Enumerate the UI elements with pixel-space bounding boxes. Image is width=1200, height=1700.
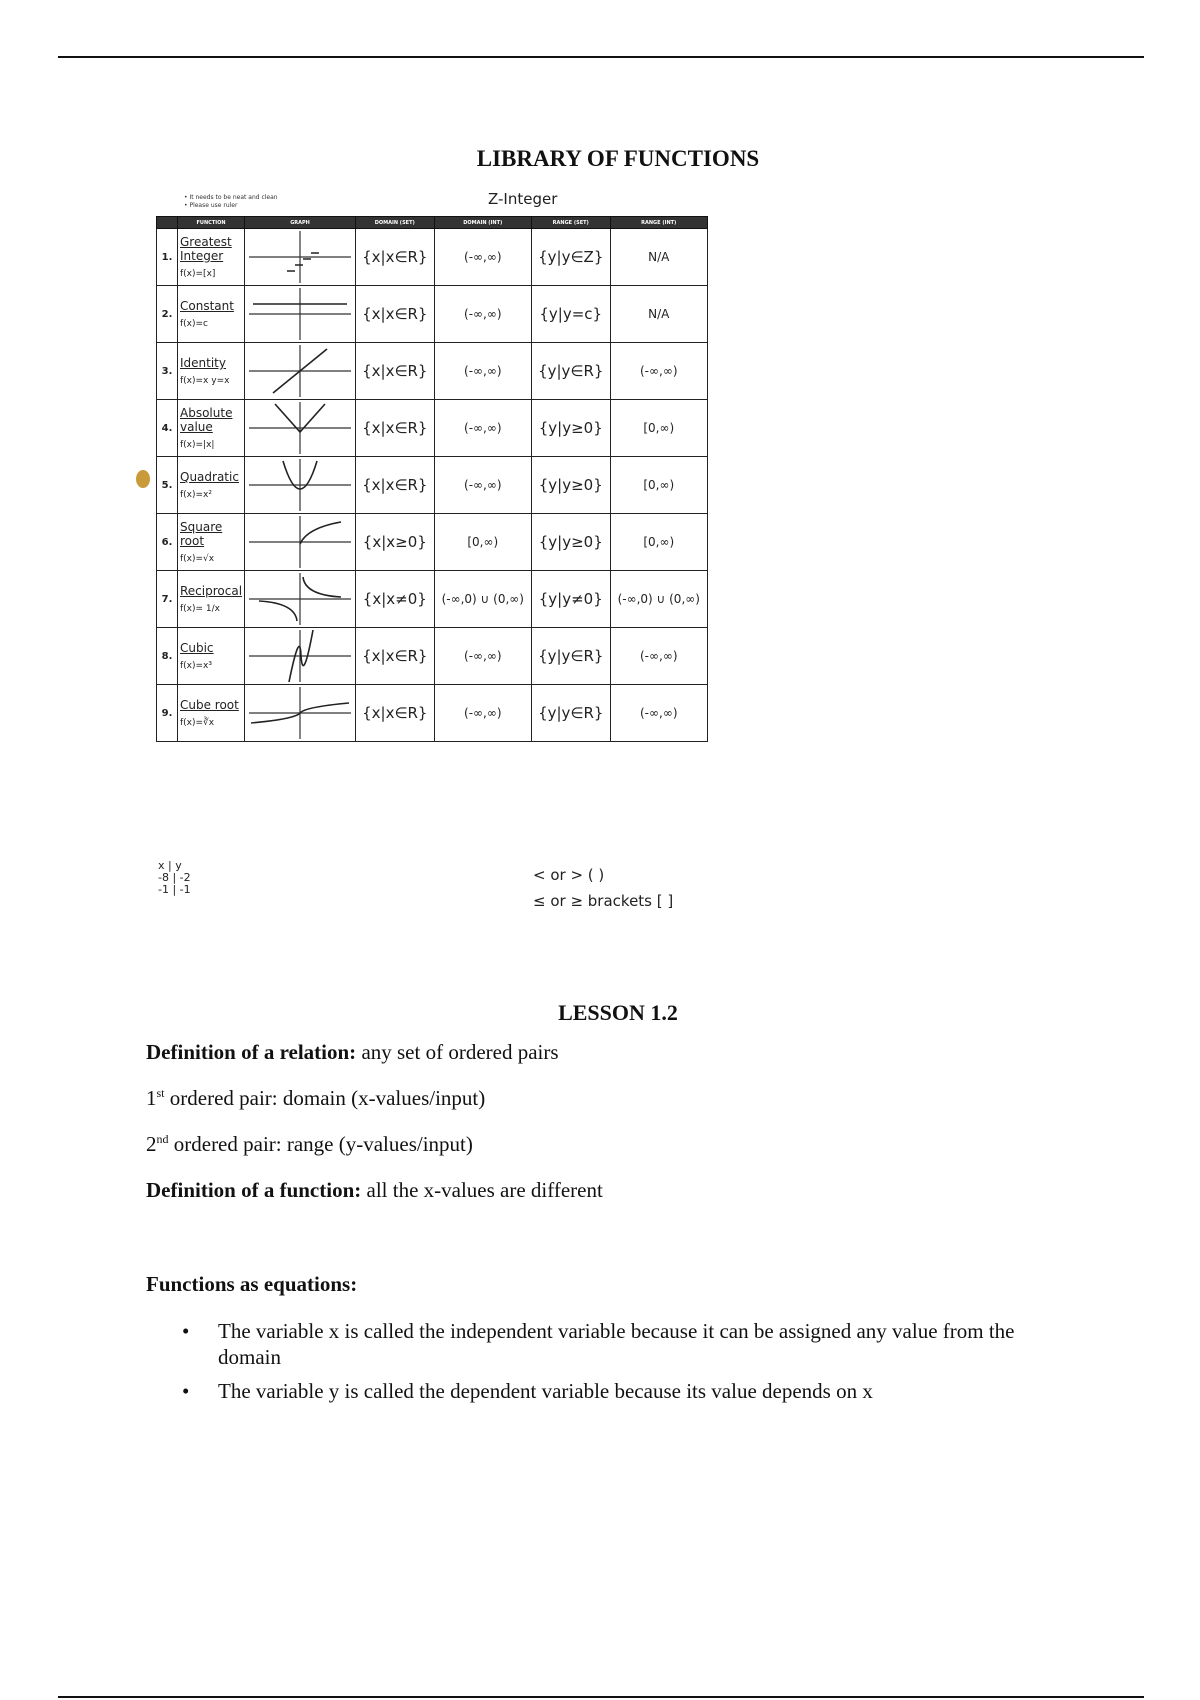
domain-interval-cell: (-∞,∞) [434,457,531,514]
functions-table [156,216,708,742]
table-row [157,571,708,628]
graph-cell [245,286,356,343]
range-set-cell: {y|y∈R} [532,343,611,400]
xy-table-note: x | y -8 | -2 -1 | -1 [158,859,191,896]
first-pair-line [146,1086,485,1111]
domain-set-cell: {x|x≠0} [356,571,435,628]
range-set-cell: {y|y≥0} [532,457,611,514]
row-number: 4. [157,400,178,457]
function-equation: f(x)=√x [180,554,215,564]
range-interval-cell: N/A [610,229,707,286]
second-pair-text: ordered pair: range (y-values/input) [168,1132,473,1156]
range-interval-cell: [0,∞) [610,457,707,514]
function-cell [178,286,245,343]
table-header-row [157,217,708,229]
graph-cell [245,628,356,685]
worksheet-scan [148,188,760,928]
range-interval-cell: [0,∞) [610,514,707,571]
function-graph [245,457,355,513]
function-graph [245,400,355,456]
function-equation: f(x)=x y=x [180,376,230,386]
worksheet-top-label: Z-Integer [488,190,558,208]
function-cell [178,514,245,571]
range-set-cell: {y|y∈Z} [532,229,611,286]
graph-cell [245,400,356,457]
function-graph [245,685,355,741]
function-graph [245,343,355,399]
lesson-heading: LESSON 1.2 [558,1000,678,1025]
ordinal-number: 2 [146,1132,157,1156]
domain-interval-cell: (-∞,∞) [434,400,531,457]
function-cell [178,457,245,514]
function-name: Greatest Integer [180,235,232,263]
equations-bullet-list [146,1318,1066,1412]
function-equation: f(x)=[x] [180,269,216,279]
function-equation: f(x)= 1/x [180,604,221,614]
relation-definition [146,1040,559,1065]
function-label: Definition of a function: [146,1178,362,1202]
bracket-note: < or > ( ) [533,866,605,884]
table-row [157,628,708,685]
column-header: GRAPH [245,217,356,229]
function-name: Absolute value [180,406,233,434]
worksheet-note: • It needs to be neat and clean [184,194,278,201]
domain-interval-cell: (-∞,∞) [434,685,531,742]
function-name: Cubic [180,641,214,655]
list-item: • The variable y is called the dependent variable because its value depends on x [146,1378,1066,1404]
table-row [157,400,708,457]
range-interval-cell: (-∞,∞) [610,628,707,685]
domain-set-cell: {x|x∈R} [356,628,435,685]
row-number: 6. [157,514,178,571]
equations-heading [146,1272,357,1297]
range-set-cell: {y|y=c} [532,286,611,343]
bottom-rule [58,1696,1144,1698]
graph-cell [245,457,356,514]
function-cell [178,571,245,628]
domain-interval-cell: (-∞,∞) [434,286,531,343]
page-title: LIBRARY OF FUNCTIONS [476,146,760,171]
hole-punch-mark [136,470,150,488]
ordinal-suffix: nd [156,1132,169,1146]
graph-cell [245,571,356,628]
domain-set-cell: {x|x≥0} [356,514,435,571]
function-graph [245,514,355,570]
ordinal-suffix: st [156,1086,165,1100]
ordinal-number: 1 [146,1086,157,1110]
graph-cell [245,685,356,742]
range-interval-cell: (-∞,0) ∪ (0,∞) [610,571,707,628]
function-equation: f(x)=|x| [180,440,215,450]
row-number: 1. [157,229,178,286]
domain-set-cell: {x|x∈R} [356,457,435,514]
function-name: Quadratic [180,470,239,484]
range-set-cell: {y|y≠0} [532,571,611,628]
domain-set-cell: {x|x∈R} [356,286,435,343]
function-name: Reciprocal [180,584,243,598]
domain-set-cell: {x|x∈R} [356,343,435,400]
relation-text: any set of ordered pairs [356,1040,559,1064]
table-row [157,685,708,742]
function-name: Constant [180,299,234,313]
function-equation: f(x)=∛x [180,718,215,728]
column-header: FUNCTION [178,217,245,229]
domain-set-cell: {x|x∈R} [356,685,435,742]
column-header: DOMAIN (INT) [434,217,531,229]
range-interval-cell: [0,∞) [610,400,707,457]
domain-interval-cell: [0,∞) [434,514,531,571]
range-set-cell: {y|y≥0} [532,514,611,571]
function-definition [146,1178,603,1203]
row-number: 8. [157,628,178,685]
table-row [157,457,708,514]
function-text: all the x-values are different [361,1178,603,1202]
function-cell [178,343,245,400]
range-interval-cell: N/A [610,286,707,343]
domain-interval-cell: (-∞,∞) [434,628,531,685]
table-row [157,514,708,571]
equations-label: Functions as equations: [146,1272,358,1296]
column-header: RANGE (SET) [532,217,611,229]
range-set-cell: {y|y∈R} [532,685,611,742]
function-name: Identity [180,356,226,370]
column-header: RANGE (INT) [610,217,707,229]
domain-interval-cell: (-∞,0) ∪ (0,∞) [434,571,531,628]
range-interval-cell: (-∞,∞) [610,685,707,742]
function-cell [178,628,245,685]
function-name: Cube root [180,698,239,712]
function-equation: f(x)=x² [180,490,212,500]
domain-set-cell: {x|x∈R} [356,229,435,286]
function-equation: f(x)=c [180,319,209,329]
relation-label: Definition of a relation: [146,1040,357,1064]
domain-set-cell: {x|x∈R} [356,400,435,457]
column-header: DOMAIN (SET) [356,217,435,229]
function-cell [178,685,245,742]
range-set-cell: {y|y≥0} [532,400,611,457]
function-graph [245,628,355,684]
range-set-cell: {y|y∈R} [532,628,611,685]
list-item: • The variable x is called the independent variable because it can be assigned any value from the domain [146,1318,1066,1370]
domain-interval-cell: (-∞,∞) [434,229,531,286]
table-row [157,343,708,400]
row-number: 3. [157,343,178,400]
domain-interval-cell: (-∞,∞) [434,343,531,400]
row-number: 7. [157,571,178,628]
function-cell [178,229,245,286]
graph-cell [245,343,356,400]
bracket-note: ≤ or ≥ brackets [ ] [533,892,674,910]
table-row [157,286,708,343]
function-cell [178,400,245,457]
row-number: 5. [157,457,178,514]
range-interval-cell: (-∞,∞) [610,343,707,400]
function-graph [245,286,355,342]
table-row [157,229,708,286]
function-graph [245,229,355,285]
row-number: 9. [157,685,178,742]
top-rule [58,56,1144,58]
function-name: Square root [180,520,223,548]
graph-cell [245,229,356,286]
function-graph [245,571,355,627]
graph-cell [245,514,356,571]
function-equation: f(x)=x³ [180,661,212,671]
second-pair-line [146,1132,473,1157]
worksheet-note: • Please use ruler [184,202,238,209]
row-number: 2. [157,286,178,343]
first-pair-text: ordered pair: domain (x-values/input) [164,1086,486,1110]
